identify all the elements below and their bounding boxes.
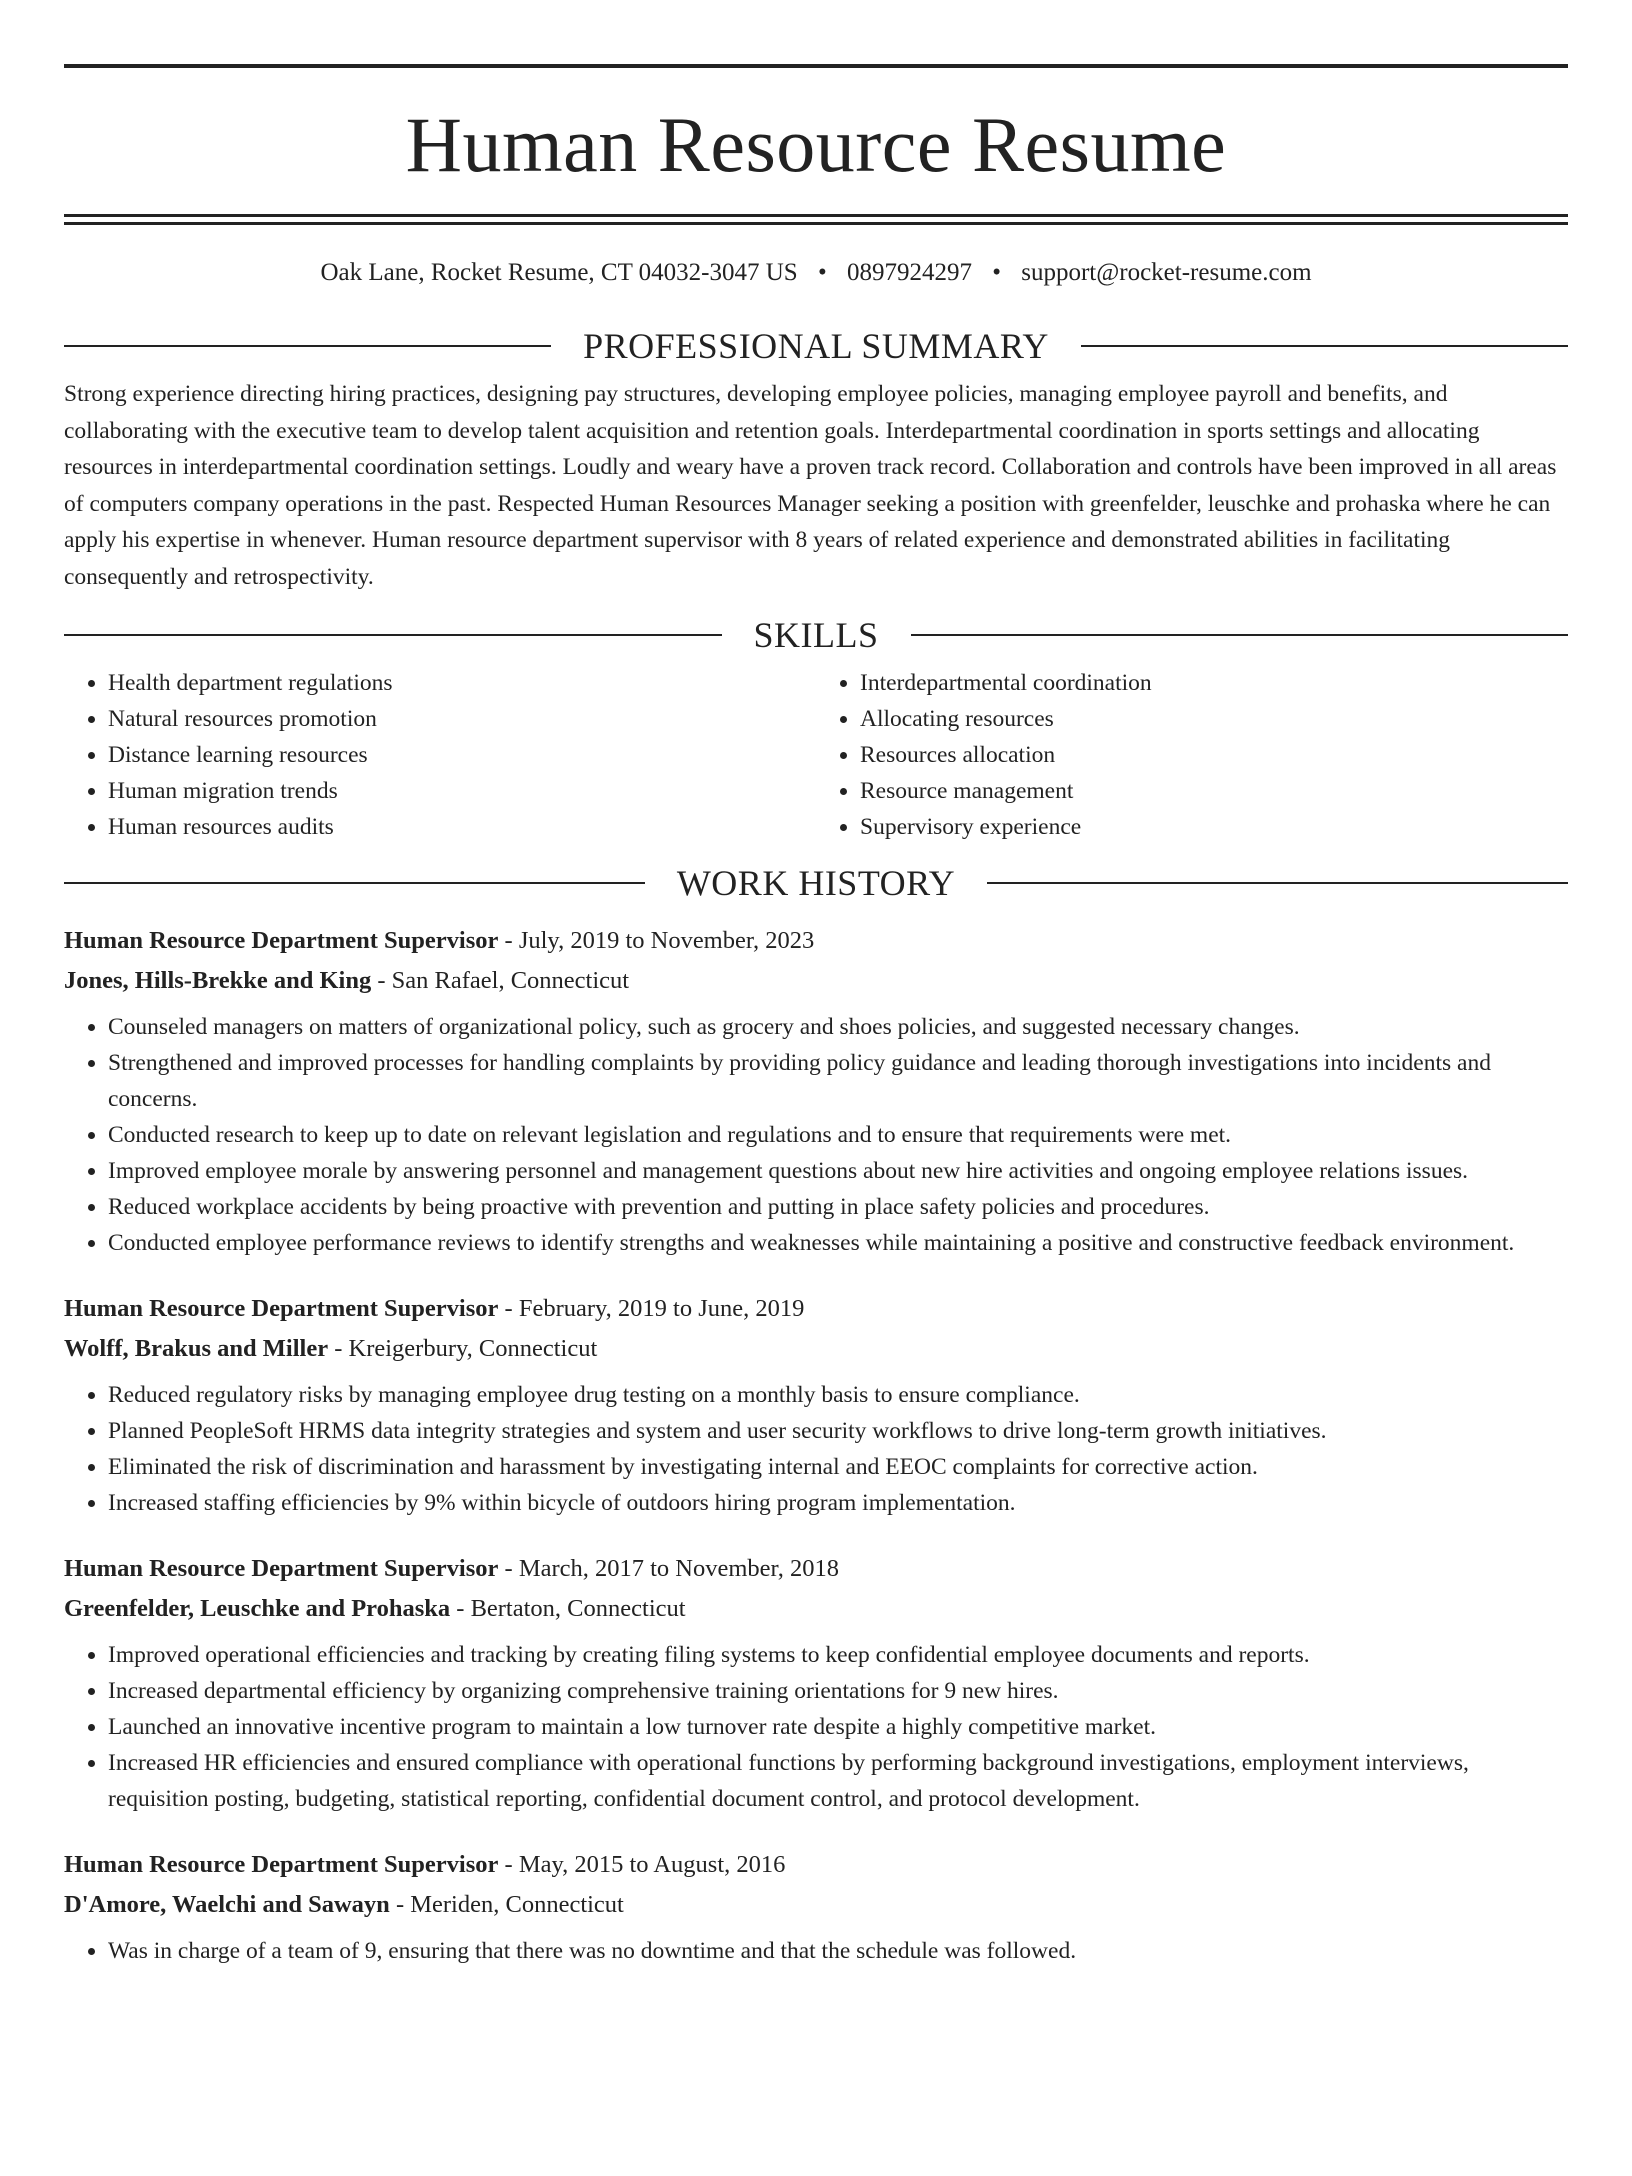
job-bullet: • Increased staffing efficiencies by 9% within bicycle of outdoors hiring program implementation. [108, 1485, 1568, 1521]
heading-rule-left [64, 345, 551, 347]
job-bullet: • Was in charge of a team of 9, ensuring that there was no downtime and that the schedule was followed. [108, 1933, 1568, 1969]
job-location: Kreigerbury, Connecticut [348, 1335, 598, 1362]
contact-separator: • [992, 259, 1001, 286]
job-location: San Rafael, Connecticut [391, 967, 630, 994]
job-bullet: • Conducted research to keep up to date on relevant legislation and regulations and to ensure that requirements were met. [108, 1117, 1568, 1153]
title-double-rule [64, 214, 1568, 225]
skill-item: • Human resources audits [108, 809, 816, 845]
heading-rule-right [987, 882, 1568, 884]
job-dates: February, 2019 to June, 2019 [518, 1295, 805, 1322]
job-bullet: • Eliminated the risk of discrimination and harassment by investigating internal and EEOC complaints for corrective action. [108, 1449, 1568, 1485]
job-title-line: Human Resource Department Supervisor - May, 2015 to August, 2016 [64, 1851, 786, 1878]
job-title-line: Human Resource Department Supervisor - February, 2019 to June, 2019 [64, 1295, 805, 1322]
job-bullet: • Increased departmental efficiency by organizing comprehensive training orientations for 9 new hires. [108, 1673, 1568, 1709]
job-bullet: • Conducted employee performance reviews to identify strengths and weaknesses while maintaining a positive and constructive feedback environment. [108, 1225, 1568, 1261]
skills-left-list [64, 665, 816, 845]
summary-text: Strong experience directing hiring practices, designing pay structures, developing employee policies, managing employee payroll and benefits, and collaborating with the executive team to develop talent acquisition and retention goals. Interdepartmental coordination in sports settings and allocating resources in interdepartmental coordination settings. Loudly and weary have a proven track record. Collaboration and controls have been improved in all areas of computers company operations in the past. Respected Human Resources Manager seeking a position with greenfelder, leuschke and prohaska where he can apply his expertise in whenever. Human resource department supervisor with 8 years of related experience and demonstrated abilities in facilitating consequently and retrospectivity. [64, 381, 1557, 590]
resume-title: Human Resource Resume [405, 101, 1227, 188]
skill-item: • Health department regulations [108, 665, 816, 701]
job-entry [64, 921, 1568, 1261]
job-bullet: • Strengthened and improved processes for handling complaints by providing policy guidance and leading thorough investigations into incidents and concerns. [108, 1045, 1568, 1117]
job-location: Meriden, Connecticut [410, 1891, 624, 1918]
skill-item: • Supervisory experience [860, 809, 1568, 845]
contact-line [64, 258, 1568, 288]
job-bullets [64, 1377, 1568, 1521]
job-entry [64, 1549, 1568, 1817]
heading-rule-right [1081, 345, 1568, 347]
job-dates: March, 2017 to November, 2018 [518, 1555, 839, 1582]
skill-item: • Allocating resources [860, 701, 1568, 737]
job-title: Human Resource Department Supervisor [64, 1555, 499, 1582]
work-heading [64, 863, 1568, 903]
contact-phone: 0897924297 [846, 259, 972, 286]
skill-item: • Human migration trends [108, 773, 816, 809]
skills-right-list [816, 665, 1568, 845]
top-rule [64, 64, 1568, 68]
job-bullets [64, 1009, 1568, 1261]
job-company-line: Jones, Hills-Brekke and King - San Rafael, Connecticut [64, 967, 630, 994]
job-title-line: Human Resource Department Supervisor - July, 2019 to November, 2023 [64, 927, 815, 954]
job-company: Wolff, Brakus and Miller [64, 1335, 329, 1362]
job-company-line: Greenfelder, Leuschke and Prohaska - Bertaton, Connecticut [64, 1595, 686, 1622]
job-company-line: Wolff, Brakus and Miller - Kreigerbury, Connecticut [64, 1335, 598, 1362]
skill-item: • Resource management [860, 773, 1568, 809]
job-bullet: • Increased HR efficiencies and ensured compliance with operational functions by performing background investigations, employment interviews, requisition posting, budgeting, statistical reporting, confidential document control, and protocol development. [108, 1745, 1568, 1817]
summary-heading [64, 326, 1568, 366]
job-dates: May, 2015 to August, 2016 [518, 1851, 786, 1878]
heading-rule-left [64, 634, 722, 636]
job-bullets [64, 1933, 1568, 1969]
heading-rule-left [64, 882, 645, 884]
job-title-line: Human Resource Department Supervisor - March, 2017 to November, 2018 [64, 1555, 839, 1582]
contact-separator: • [817, 259, 827, 286]
skills-heading-label: SKILLS [753, 615, 879, 655]
job-bullet: • Launched an innovative incentive program to maintain a low turnover rate despite a highly competitive market. [108, 1709, 1568, 1745]
summary-heading-label: PROFESSIONAL SUMMARY [583, 326, 1049, 366]
job-company-line: D'Amore, Waelchi and Sawayn - Meriden, Connecticut [64, 1891, 624, 1918]
job-dates: July, 2019 to November, 2023 [518, 927, 815, 954]
job-entry [64, 1845, 1568, 1969]
skill-item: • Resources allocation [860, 737, 1568, 773]
skills-columns [64, 665, 1568, 845]
job-location: Bertaton, Connecticut [470, 1595, 686, 1622]
skill-item: • Natural resources promotion [108, 701, 816, 737]
job-bullet: • Reduced regulatory risks by managing employee drug testing on a monthly basis to ensure compliance. [108, 1377, 1568, 1413]
skills-heading [64, 615, 1568, 655]
job-title: Human Resource Department Supervisor [64, 1851, 499, 1878]
job-bullets [64, 1637, 1568, 1817]
job-bullet: • Planned PeopleSoft HRMS data integrity strategies and system and user security workflows to drive long-term growth initiatives. [108, 1413, 1568, 1449]
work-heading-label: WORK HISTORY [676, 863, 956, 903]
job-bullet: • Improved employee morale by answering personnel and management questions about new hire activities and ongoing employee relations issues. [108, 1153, 1568, 1189]
job-company: D'Amore, Waelchi and Sawayn [64, 1891, 390, 1918]
job-bullet: • Reduced workplace accidents by being proactive with prevention and putting in place safety policies and procedures. [108, 1189, 1568, 1225]
job-company: Greenfelder, Leuschke and Prohaska [64, 1595, 451, 1622]
skill-item: • Distance learning resources [108, 737, 816, 773]
contact-email: support@rocket-resume.com [1021, 259, 1312, 286]
job-entry [64, 1289, 1568, 1521]
job-title: Human Resource Department Supervisor [64, 927, 499, 954]
job-company: Jones, Hills-Brekke and King [64, 967, 372, 994]
resume-page [0, 64, 1632, 2176]
job-bullet: • Counseled managers on matters of organizational policy, such as grocery and shoes policies, and suggested necessary changes. [108, 1009, 1568, 1045]
skill-item: • Interdepartmental coordination [860, 665, 1568, 701]
contact-address: Oak Lane, Rocket Resume, CT 04032-3047 US [320, 259, 798, 286]
job-bullet: • Improved operational efficiencies and tracking by creating filing systems to keep confidential employee documents and reports. [108, 1637, 1568, 1673]
heading-rule-right [911, 634, 1569, 636]
job-title: Human Resource Department Supervisor [64, 1295, 499, 1322]
